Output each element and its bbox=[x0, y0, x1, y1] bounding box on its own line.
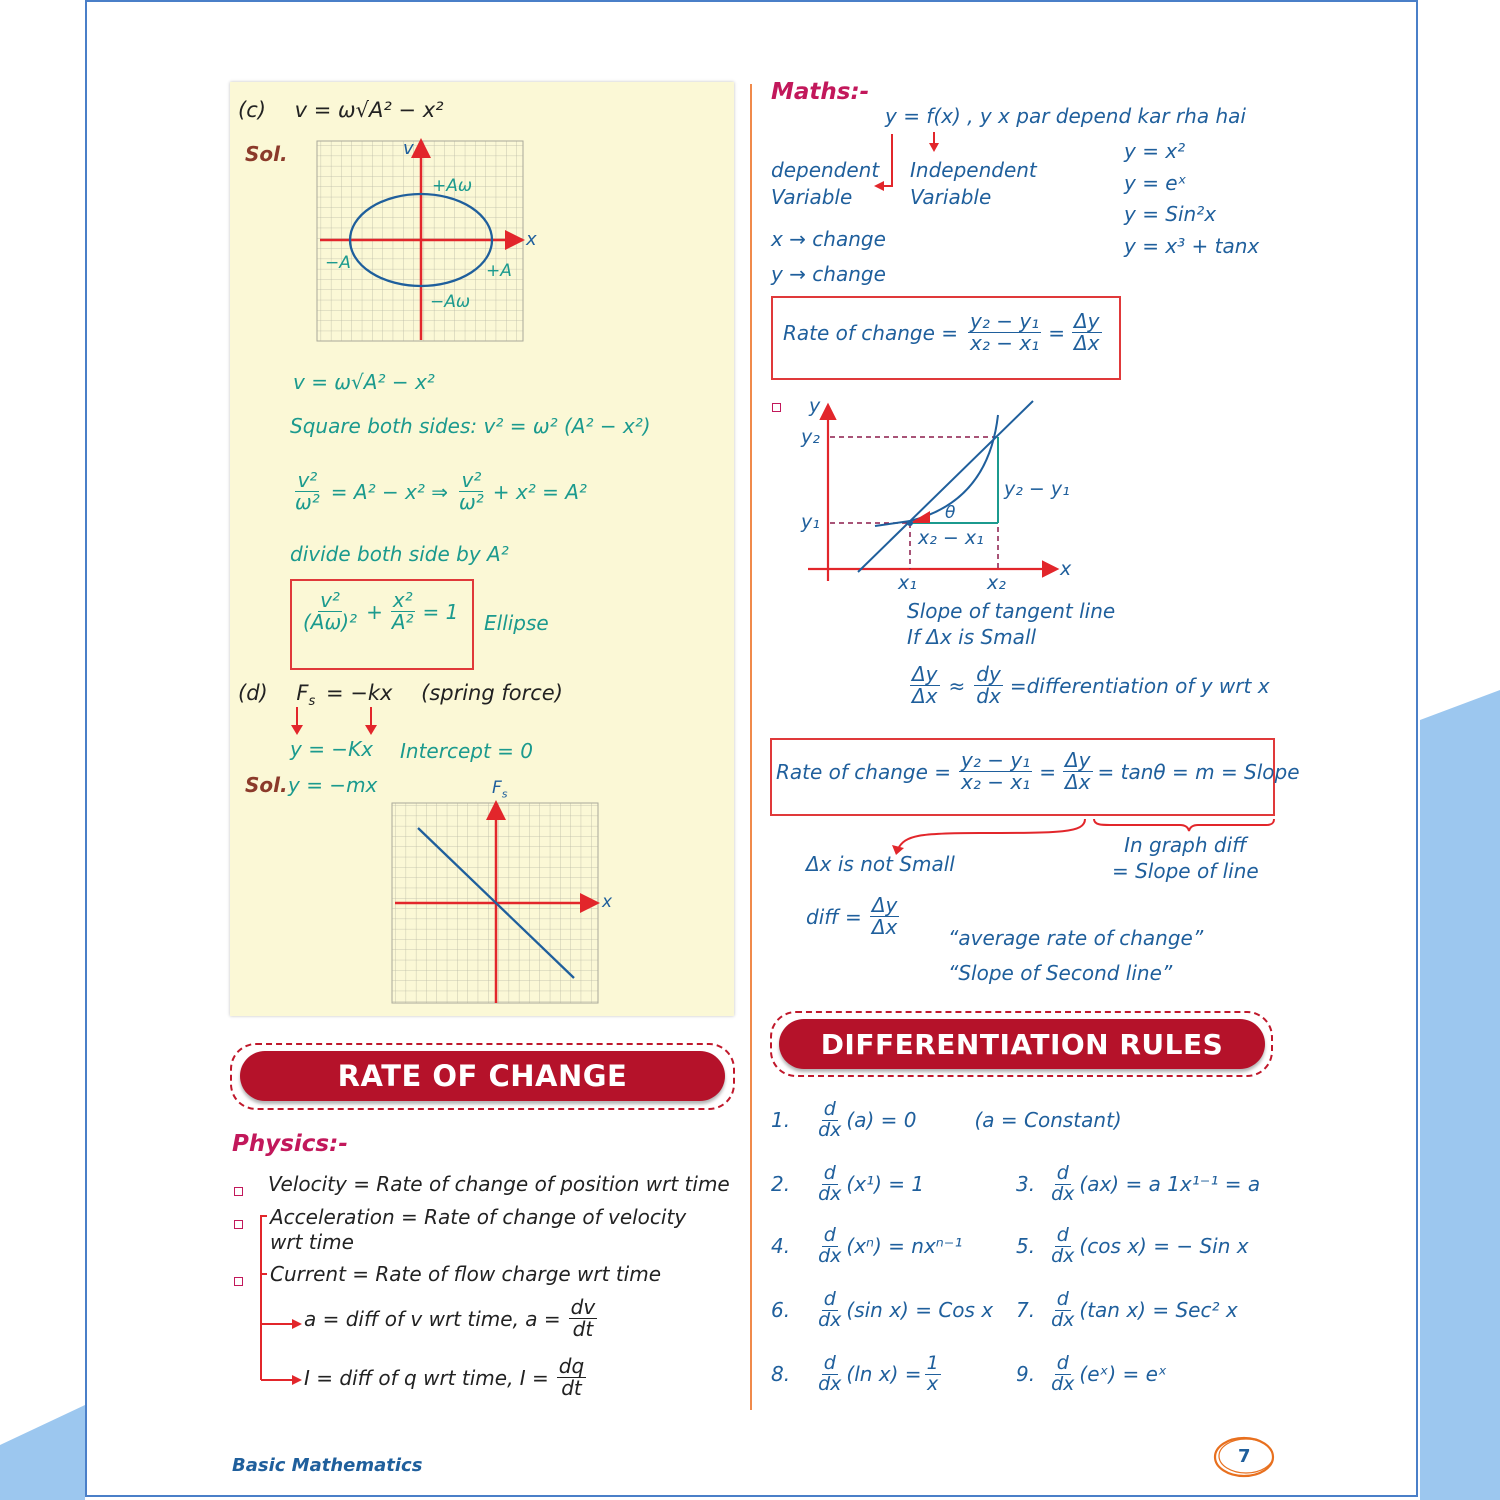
rule-2: 2. $\frac{d}{dx}$ (x¹) = 1 bbox=[771, 1162, 925, 1205]
rule-1: 1. $\frac{d}{dx}$ (a) = 0 (a = Constant) bbox=[771, 1098, 1122, 1141]
second-line-quote: “Slope of Second line” bbox=[948, 961, 1173, 985]
physics-heading: Physics:- bbox=[232, 1131, 348, 1157]
footer-title: Basic Mathematics bbox=[232, 1455, 423, 1476]
graph1-minus-a: −A bbox=[325, 253, 351, 273]
average-rate-quote: “average rate of change” bbox=[948, 926, 1204, 950]
checkbox-bullet-3 bbox=[234, 1271, 243, 1290]
checkbox-bullet-1 bbox=[234, 1181, 243, 1200]
current-definition: Current = Rate of flow charge wrt time bbox=[270, 1262, 662, 1286]
acceleration-definition: Acceleration = Rate of change of velocity bbox=[270, 1205, 687, 1229]
rule-3: 3. $\frac{d}{dx}$ (ax) = a 1x¹⁻¹ = a bbox=[1016, 1162, 1261, 1205]
rule-6: 6. $\frac{d}{dx}$ (sin x) = Cos x bbox=[771, 1288, 994, 1331]
line-graph bbox=[385, 795, 615, 1010]
checkbox-bullet-2 bbox=[234, 1214, 243, 1233]
acceleration-definition-cont: wrt time bbox=[270, 1230, 354, 1254]
rate-of-change-banner: RATE OF CHANGE bbox=[240, 1051, 725, 1101]
y-minus-kx: y = −Kx bbox=[290, 737, 374, 761]
x1-label: x₁ bbox=[898, 572, 917, 594]
ellipse-label: Ellipse bbox=[484, 611, 549, 635]
delta-x-not-small: Δx is not Small bbox=[806, 852, 955, 876]
current-diff: I = diff of q wrt time, I = $\frac{dq}{dt}$ bbox=[304, 1354, 585, 1400]
physics-bracket-arrows bbox=[250, 1210, 310, 1395]
delta-x-label: x₂ − x₁ bbox=[918, 527, 984, 549]
function-definition: y = f(x) , y x par depend kar rha hai bbox=[885, 104, 1246, 128]
part-d-arrows bbox=[285, 705, 385, 737]
delta-y-label: y₂ − y₁ bbox=[1004, 478, 1070, 500]
acceleration-diff: a = diff of v wrt time, a = $\frac{dv}{dt}$ bbox=[304, 1295, 596, 1341]
slope-graph-x-label: x bbox=[1060, 558, 1072, 580]
slope-formula: Rate of change = $\frac{\text{y₂ − y₁}}{\text{x₂ − x₁}}$ = $\frac{\Delta y}{\Delta x}$ = tanθ = m = Slope bbox=[776, 748, 1300, 794]
tangent-note: Slope of tangent line If Δx is Small bbox=[907, 599, 1116, 649]
fraction-equation: $\frac{\text{v²}}{\text{ω²}}$ = A² − x² ⇒ $\frac{\text{v²}}{\text{ω²}}$ + x² = A² bbox=[295, 468, 587, 514]
y1-label: y₁ bbox=[801, 511, 820, 533]
y-minus-mx: y = −mx bbox=[288, 773, 378, 797]
part-c-equation: v = ω√A² − x² bbox=[294, 98, 444, 122]
part-d-line: (d) $F_s = -kx$ (spring force) bbox=[238, 681, 563, 710]
checkbox-bullet-maths bbox=[772, 397, 781, 416]
rule-4: 4. $\frac{d}{dx}$ (xⁿ) = nxⁿ⁻¹ bbox=[771, 1224, 963, 1267]
square-both-sides: Square both sides: v² = ω² (A² − x²) bbox=[290, 414, 651, 438]
rule-9: 9. $\frac{d}{dx}$ (eˣ) = eˣ bbox=[1016, 1352, 1167, 1395]
graph1-v-label: v bbox=[403, 138, 414, 159]
diff-average: diff = $\frac{\Delta y}{\Delta x}$ bbox=[806, 893, 898, 939]
intercept-label: Intercept = 0 bbox=[400, 739, 533, 763]
ellipse-graph bbox=[300, 135, 540, 350]
ellipse-equation: $\frac{\text{v²}}{\text{(Aω)²}}$ + $\frac{\text{x²}}{\text{A²}}$ = 1 bbox=[303, 588, 459, 634]
solution-label: Sol. bbox=[245, 142, 288, 166]
differentiation-approx: $\frac{\Delta y}{\Delta x}$ ≈ $\frac{dy}{dx}$ =differentiation of y wrt x bbox=[912, 662, 1270, 708]
y-change: y → change bbox=[771, 262, 886, 286]
in-graph-diff-note: In graph diff = Slope of line bbox=[1112, 833, 1259, 883]
rule-7: 7. $\frac{d}{dx}$ (tan x) = Sec² x bbox=[1016, 1288, 1238, 1331]
graph2-f-label: $F_s$ bbox=[492, 778, 508, 801]
graph1-x-label: x bbox=[526, 229, 537, 250]
slope-graph-y-label: y bbox=[809, 395, 821, 417]
column-divider bbox=[750, 84, 752, 1410]
velocity-equation: v = ω√A² − x² bbox=[293, 370, 435, 394]
graph2-x-label: x bbox=[602, 892, 613, 912]
x-change: x → change bbox=[771, 227, 886, 251]
function-examples: y = x² y = eˣ y = Sin²x y = x³ + tanx bbox=[1124, 139, 1260, 258]
independent-label: Independent Variable bbox=[910, 158, 1037, 209]
x2-label: x₂ bbox=[987, 572, 1006, 594]
velocity-definition: Velocity = Rate of change of position wrt time bbox=[268, 1172, 730, 1196]
rate-of-change-formula: Rate of change = $\frac{\text{y₂ − y₁}}{\text{x₂ − x₁}}$ = $\frac{\Delta y}{\Delta x}$ bbox=[783, 309, 1100, 355]
graph1-plus-a: +A bbox=[486, 261, 512, 281]
page-number: 7 bbox=[1238, 1446, 1251, 1467]
solution-label-2: Sol. bbox=[245, 773, 288, 797]
rule-8: 8. $\frac{d}{dx}$ (ln x) = $\frac{1}{x}$ bbox=[771, 1352, 939, 1395]
rule-5: 5. $\frac{d}{dx}$ (cos x) = − Sin x bbox=[1016, 1224, 1249, 1267]
part-c-label: (c) v = ω√A² − x² bbox=[238, 98, 444, 122]
dependent-label: dependent Variable bbox=[771, 158, 880, 209]
differentiation-rules-banner: DIFFERENTIATION RULES bbox=[779, 1019, 1265, 1069]
maths-heading: Maths:- bbox=[771, 79, 870, 105]
theta-label: θ bbox=[945, 503, 956, 523]
graph1-minus-aw: −Aω bbox=[430, 292, 471, 312]
divide-step: divide both side by A² bbox=[290, 542, 509, 566]
y2-label: y₂ bbox=[801, 426, 820, 448]
graph1-plus-aw: +Aω bbox=[432, 176, 473, 196]
